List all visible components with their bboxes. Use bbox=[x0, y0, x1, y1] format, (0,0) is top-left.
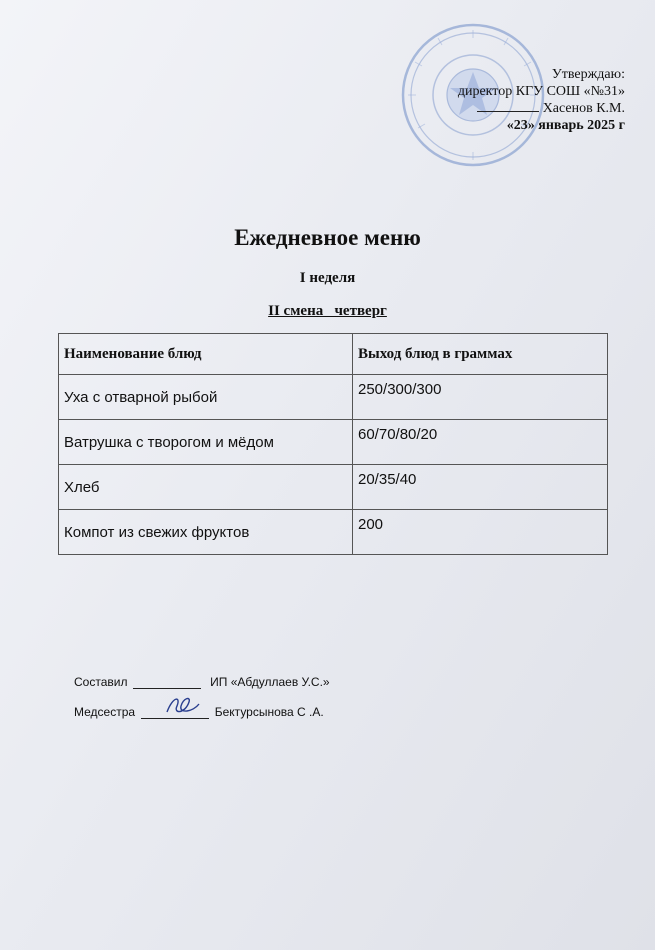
table-row bbox=[59, 465, 608, 510]
cell-weight: 250/300/300 bbox=[353, 375, 608, 420]
cell-weight: 60/70/80/20 bbox=[353, 420, 608, 465]
signature-line bbox=[141, 706, 209, 719]
nurse-name: Бектурсынова С .А. bbox=[214, 705, 324, 719]
cell-dish: Компот из свежих фруктов bbox=[59, 510, 353, 555]
cell-dish: Ватрушка с творогом и мёдом bbox=[59, 420, 353, 465]
week-label: I неделя bbox=[299, 270, 356, 286]
table-row bbox=[59, 375, 608, 420]
cell-weight: 200 bbox=[353, 510, 608, 555]
shift-label: II смена четверг bbox=[268, 303, 387, 319]
table-row bbox=[59, 420, 608, 465]
signature-line bbox=[133, 676, 201, 689]
signature-compiled bbox=[74, 675, 330, 689]
header-weight: Выход блюд в граммах bbox=[353, 334, 608, 375]
approval-position: директор КГУ СОШ «№31» bbox=[457, 84, 625, 99]
handwritten-signature-icon bbox=[163, 694, 203, 718]
menu-table bbox=[58, 333, 608, 555]
nurse-label: Медсестра bbox=[74, 705, 136, 719]
table-row bbox=[59, 510, 608, 555]
approval-label: Утверждаю: bbox=[551, 67, 625, 82]
compiled-label: Составил bbox=[74, 675, 128, 689]
table-header-row bbox=[59, 334, 608, 375]
approval-block bbox=[430, 66, 625, 134]
header-dish-name: Наименование блюд bbox=[59, 334, 353, 375]
compiled-name: ИП «Абдуллаев У.С.» bbox=[210, 675, 330, 689]
cell-dish: Уха с отварной рыбой bbox=[59, 375, 353, 420]
cell-weight: 20/35/40 bbox=[353, 465, 608, 510]
page-title: Ежедневное меню bbox=[234, 225, 421, 250]
approval-date: «23» январь 2025 г bbox=[506, 118, 625, 133]
approval-name: Хасенов К.М. bbox=[430, 100, 625, 117]
cell-dish: Хлеб bbox=[59, 465, 353, 510]
signature-nurse bbox=[74, 705, 324, 719]
